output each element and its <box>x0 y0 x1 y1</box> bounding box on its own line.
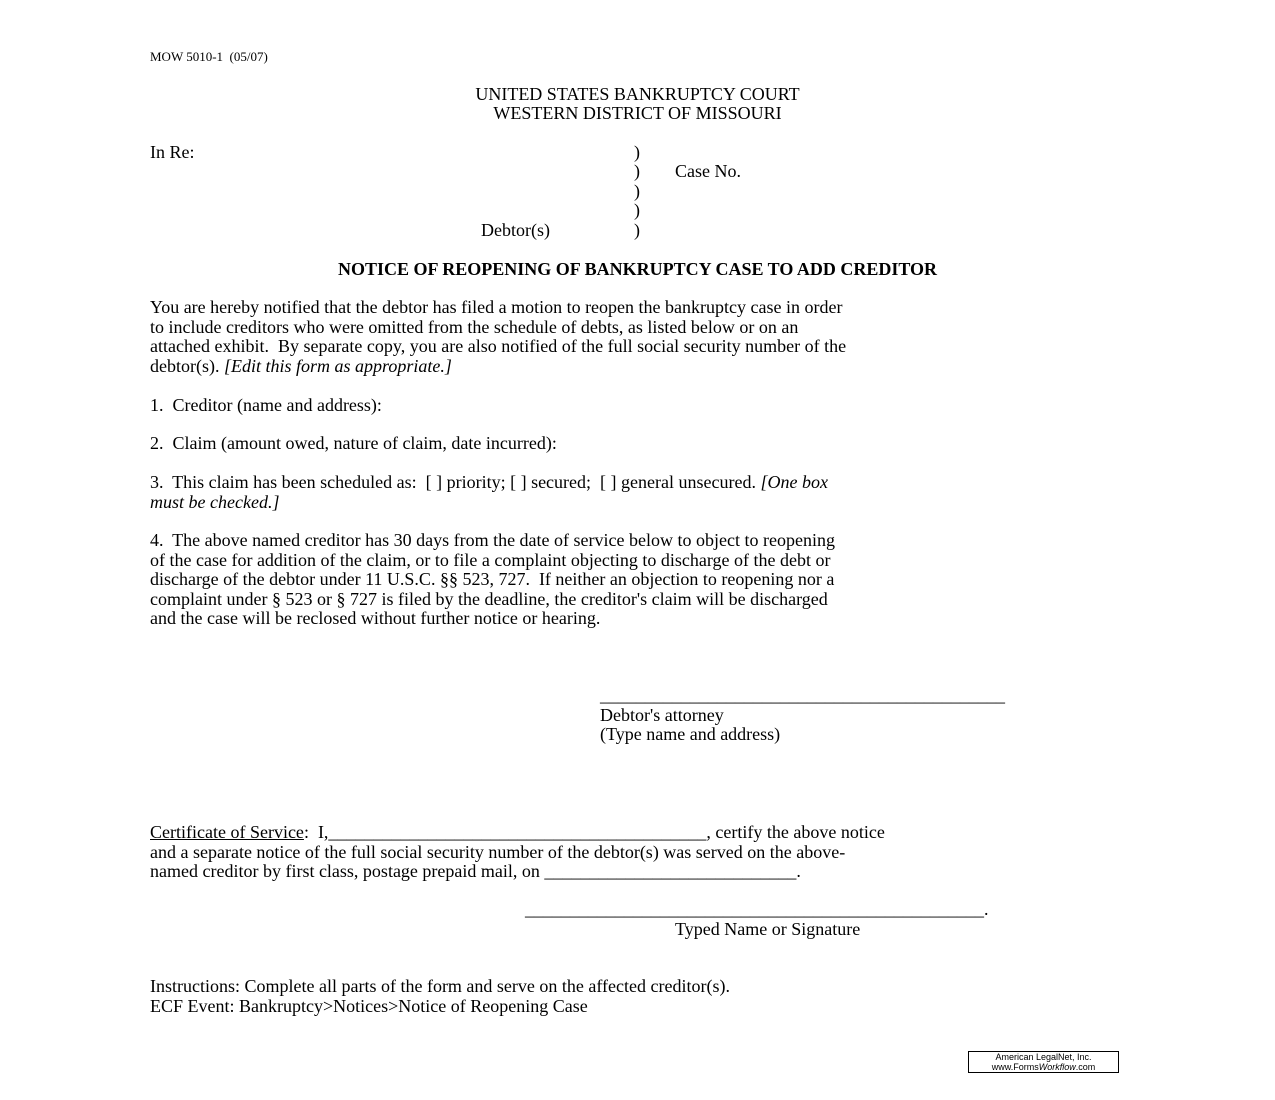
item-line <box>150 473 1130 493</box>
badge-url-prefix: www.Forms <box>991 1061 1039 1072</box>
box-note: must be checked.] <box>150 491 280 512</box>
caption-paren: ) <box>634 142 640 162</box>
item-scheduled <box>150 473 1130 512</box>
certificate-line <box>150 823 1130 843</box>
edit-note: [Edit this form as appropriate.] <box>223 355 452 376</box>
caption-paren: ) <box>634 200 640 220</box>
badge-url-suffix: .com <box>1075 1061 1096 1072</box>
item-claim: 2. Claim (amount owed, nature of claim, date incurred): <box>150 433 557 453</box>
ecf-event: ECF Event: Bankruptcy>Notices>Notice of Reopening Case <box>150 996 588 1016</box>
signature-label: Typed Name or Signature <box>675 919 861 939</box>
intro-line: to include creditors who were omitted from the schedule of debts, as listed below or on an <box>150 316 799 337</box>
certificate-line: named creditor by first class, postage prepaid mail, on ____________________________. <box>150 861 801 882</box>
intro-line <box>150 357 1130 377</box>
item-line: 4. The above named creditor has 30 days from the date of service below to object to reopening <box>150 530 835 550</box>
item-creditor: 1. Creditor (name and address): <box>150 395 382 415</box>
case-no-label: Case No. <box>675 161 741 181</box>
intro-line: You are hereby notified that the debtor has filed a motion to reopen the bankruptcy case in order <box>150 297 843 317</box>
form-id: MOW 5010-1 (05/07) <box>150 49 268 64</box>
intro-paragraph <box>150 298 1130 376</box>
instructions: Instructions: Complete all parts of the form and serve on the affected creditor(s). <box>150 976 730 996</box>
certificate-heading: Certificate of Service <box>150 822 304 842</box>
notice-title: NOTICE OF REOPENING OF BANKRUPTCY CASE TO ADD CREDITOR <box>337 259 938 279</box>
certificate-text: : I,__________________________________________, certify the above notice <box>303 822 885 842</box>
attorney-sublabel: (Type name and address) <box>600 724 781 744</box>
in-re-label: In Re: <box>150 142 195 162</box>
badge-url-italic: Workflow <box>1038 1061 1076 1072</box>
badge-company: American LegalNet, Inc. <box>995 1052 1092 1062</box>
certificate-of-service <box>150 823 1130 882</box>
caption-paren: ) <box>634 161 640 181</box>
court-district: WESTERN DISTRICT OF MISSOURI <box>493 103 782 123</box>
item-objection-period <box>150 531 1130 629</box>
item-line <box>150 493 1130 513</box>
badge-url <box>969 1063 1118 1073</box>
legalnet-badge <box>968 1051 1119 1073</box>
caption-paren: ) <box>634 220 640 240</box>
attorney-label: Debtor's attorney <box>600 705 724 725</box>
signature-line: ___________________________________________________. <box>525 899 989 919</box>
item-line: of the case for addition of the claim, or to file a complaint objecting to discharge of the debt or <box>150 549 831 570</box>
scheduled-text: 3. This claim has been scheduled as: [ ] priority; [ ] secured; [ ] general unsecured. <box>150 472 761 492</box>
certificate-line: and a separate notice of the full social security number of the debtor(s) was served on the above- <box>150 841 846 862</box>
caption-paren: ) <box>634 181 640 201</box>
court-name: UNITED STATES BANKRUPTCY COURT <box>475 84 800 104</box>
intro-line: attached exhibit. By separate copy, you are also notified of the full social security number of the <box>150 336 847 357</box>
box-note: [One box <box>760 472 828 492</box>
item-line: discharge of the debtor under 11 U.S.C. §§ 523, 727. If neither an objection to reopening nor a <box>150 569 835 590</box>
item-line: complaint under § 523 or § 727 is filed by the deadline, the creditor's claim will be discharged <box>150 588 828 609</box>
attorney-signature-line: _____________________________________________ <box>600 685 1005 705</box>
item-line: and the case will be reclosed without further notice or hearing. <box>150 608 601 629</box>
intro-text: debtor(s). <box>150 355 224 376</box>
debtor-label: Debtor(s) <box>481 220 550 240</box>
